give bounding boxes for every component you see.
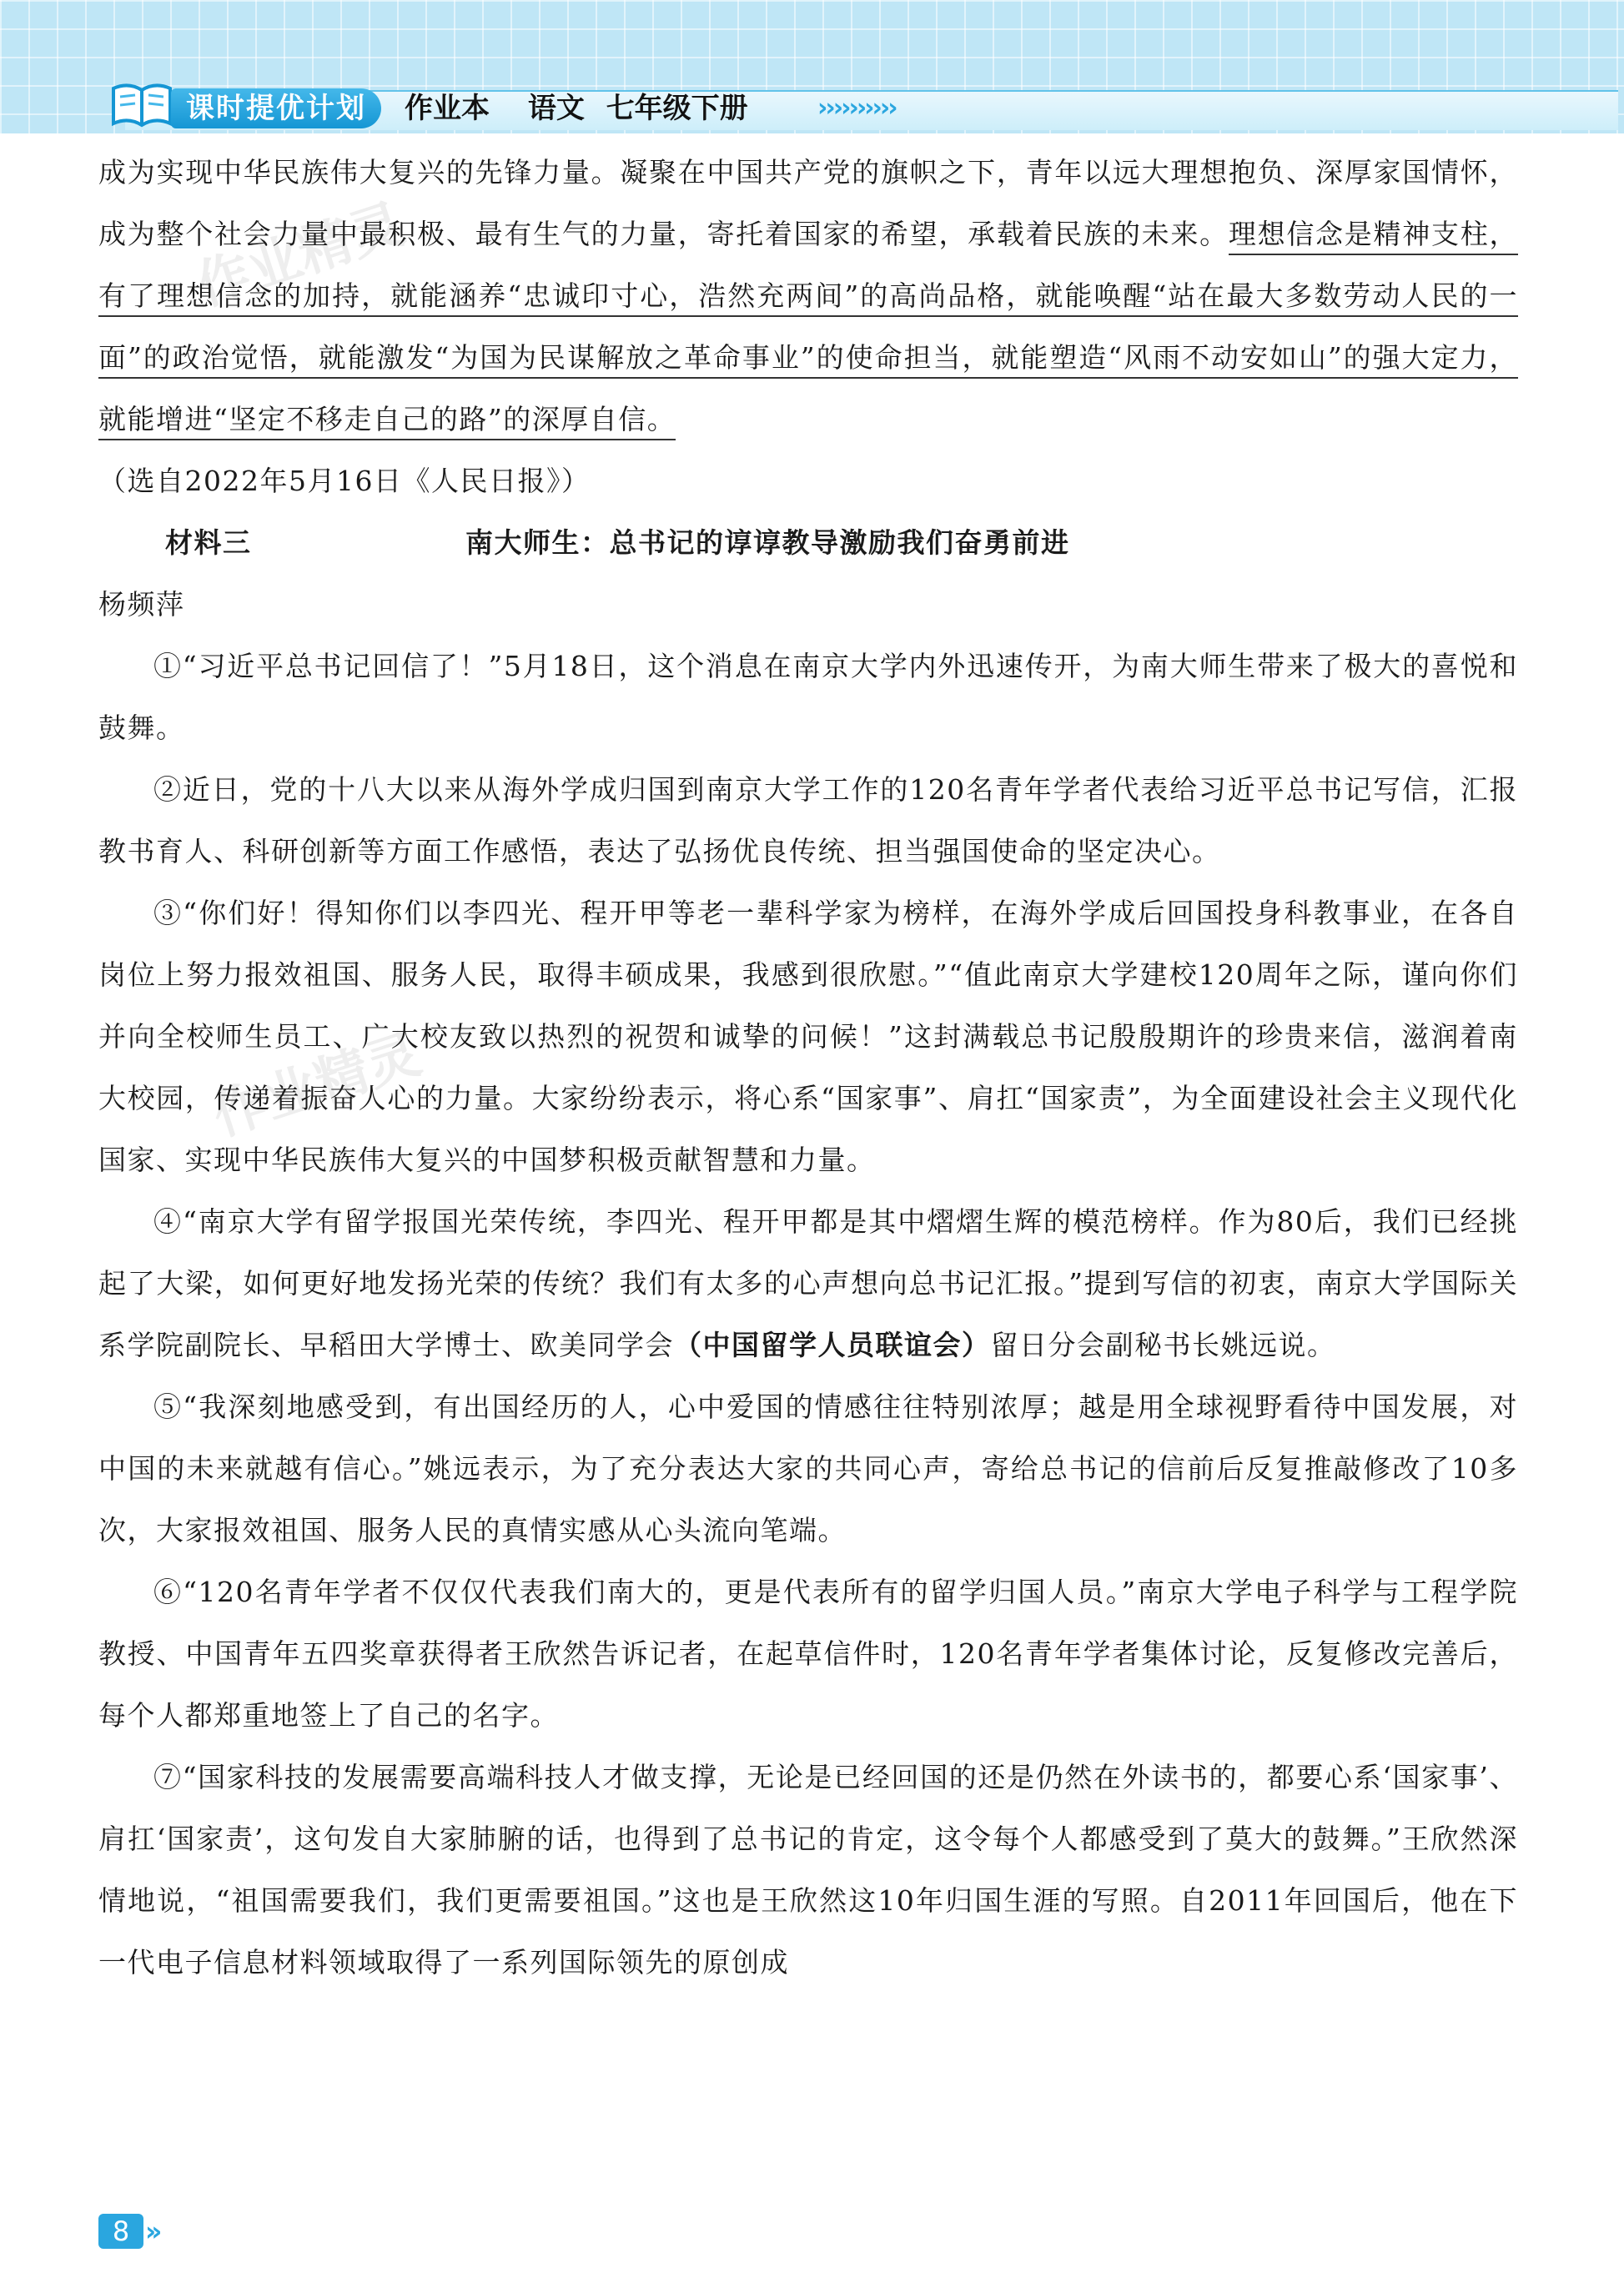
brand-badge: 课时提优计划 bbox=[171, 88, 381, 128]
page-arrows-icon: ›› bbox=[145, 2215, 158, 2247]
article-title: 南大师生：总书记的谆谆教导激励我们奋勇前进 bbox=[465, 526, 1070, 559]
grade: 七年级下册 bbox=[606, 92, 748, 125]
paragraph-4 bbox=[98, 1191, 1518, 1376]
author: 杨频萍 bbox=[98, 588, 185, 621]
material-label: 材料三 bbox=[165, 526, 252, 559]
open-book-icon bbox=[108, 77, 175, 128]
intro-text: 成为实现中华民族伟大复兴的先锋力量。凝聚在中国共产党的旗帜之下，青年以远大理想抱负、深厚家国情怀，成为整个社会力量中最积极、最有生气的力量，寄托着国家的希望，承载着民族的未来。 bbox=[98, 156, 1518, 250]
document-body bbox=[98, 142, 1518, 1994]
underlined-text: 理想信念是精神支柱，有了理想信念的加持，就能涵养“忠诚印寸心，浩然充两间”的高尚品格，就能唤醒“站在最大多数劳动人民的一面”的政治觉悟，就能激发“为国为民谋解放之革命事业”的使命担当，就能塑造“风雨不动安如山”的强大定力，就能增进“坚定不移走自己的路”的深厚自信。 bbox=[98, 218, 1518, 440]
material-heading bbox=[98, 512, 1518, 574]
intro-paragraph bbox=[98, 142, 1518, 450]
header-arrows-icon: ›››››››››› bbox=[817, 93, 896, 123]
paragraph-6: ⑥“120名青年学者不仅仅代表我们南大的，更是代表所有的留学归国人员。”南京大学电子科学与工程学院教授、中国青年五四奖章获得者王欣然告诉记者，在起草信件时，120名青年学者集体讨论，反复修改完善后，每个人都郑重地签上了自己的名字。 bbox=[98, 1576, 1518, 1732]
paragraph-4-part-c: 留日分会副秘书长姚远说。 bbox=[990, 1329, 1336, 1361]
paragraph-7: ⑦“国家科技的发展需要高端科技人才做支撑，无论是已经回国的还是仍然在外读书的，都要心系‘国家事’、肩扛‘国家责’，这句发自大家肺腑的话，也得到了总书记的肯定，这令每个人都感受到了莫大的鼓舞。”王欣然深情地说，“祖国需要我们，我们更需要祖国。”这也是王欣然这10年归国生涯的写照。自2011年回国后，他在下一代电子信息材料领域取得了一系列国际领先的原创成 bbox=[98, 1761, 1518, 1979]
subject: 语文 bbox=[527, 92, 585, 125]
paragraph-1: ①“习近平总书记回信了！”5月18日，这个消息在南京大学内外迅速传开，为南大师生带来了极大的喜悦和鼓舞。 bbox=[98, 650, 1518, 744]
paragraph-3: ③“你们好！得知你们以李四光、程开甲等老一辈科学家为榜样，在海外学成后回国投身科教事业，在各自岗位上努力报效祖国、服务人民，取得丰硕成果，我感到很欣慰。”“值此南京大学建校120周年之际，谨向你们并向全校师生员工、广大校友致以热烈的祝贺和诚挚的问候！”这封满载总书记殷殷期许的珍贵来信，滋润着南大校园，传递着振奋人心的力量。大家纷纷表示，将心系“国家事”、肩扛“国家责”，为全面建设社会主义现代化国家、实现中华民族伟大复兴的中国梦积极贡献智慧和力量。 bbox=[98, 897, 1518, 1176]
paragraph-5: ⑤“我深刻地感受到，有出国经历的人，心中爱国的情感往往特别浓厚；越是用全球视野看待中国发展，对中国的未来就越有信心。”姚远表示，为了充分表达大家的共同心声，寄给总书记的信前后反复推敲修改了10多次，大家报效祖国、服务人民的真情实感从心头流向笔端。 bbox=[98, 1390, 1518, 1546]
header-book-info bbox=[405, 88, 777, 128]
paragraph-2: ②近日，党的十八大以来从海外学成归国到南京大学工作的120名青年学者代表给习近平总书记写信，汇报教书育人、科研创新等方面工作感悟，表达了弘扬优良传统、担当强国使命的坚定决心。 bbox=[98, 773, 1518, 867]
source-citation: （选自2022年5月16日《人民日报》） bbox=[98, 465, 591, 497]
page-number: 8 bbox=[98, 2214, 143, 2249]
watermark: 作业精灵 bbox=[205, 1023, 429, 1149]
paragraph-4-org: （中国留学人员联谊会） bbox=[674, 1329, 991, 1361]
book-type: 作业本 bbox=[405, 92, 490, 125]
paragraph-4-part-a: ④“南京大学有留学报国光荣传统，李四光、程开甲都是其中熠熠生辉的模范榜样。作为80后，我们已经挑起了大梁，如何更好地发扬光荣的传统？我们有太多的心声想向总书记汇报。”提到写信的初衷，南京大学国际关系学院副院长、早稻田大学博士、欧美同学会 bbox=[98, 1205, 1518, 1361]
watermark: 作业精灵 bbox=[189, 193, 412, 319]
